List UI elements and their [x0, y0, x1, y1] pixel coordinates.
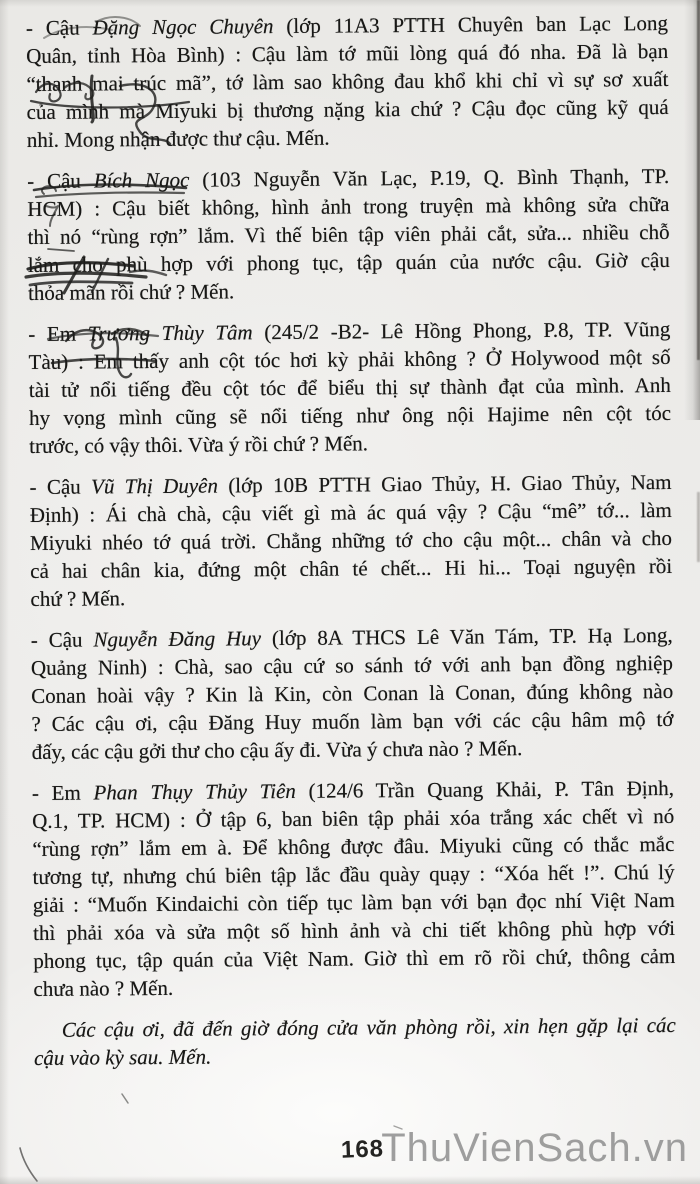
scan-shadow-left — [0, 0, 9, 1184]
text-line: - Cậu Nguyễn Đăng Huy (lớp 8A THCS Lê Văn Tám, TP. Hạ Long, — [30, 622, 673, 652]
letter-paragraph — [28, 315, 671, 460]
text-line: - Cậu Vũ Thị Duyên (lớp 10B PTTH Giao Thủy, H. Giao Thủy, Nam — [29, 469, 672, 500]
text-line: nhỉ. Mong nhận được thư cậu. Mến. — [26, 125, 330, 153]
text-line: thỏa mãn rồi chứ ? Mến. — [27, 279, 235, 306]
scan-shadow-right — [684, 0, 700, 420]
text-line: HCM) : Cậu biết không, hình ảnh trong truyện mà không sửa chữa — [27, 191, 670, 222]
text-line: - Em Phan Thụy Thủy Tiên (124/6 Trần Quang Khải, P. Tân Định, — [31, 775, 675, 805]
text-line: - Cậu Đặng Ngọc Chuyên (lớp 11A3 PTTH Chuyên ban Lạc Long — [25, 10, 669, 41]
scribble-stroke — [20, 1148, 37, 1181]
text-line: ? Các cậu ơi, cậu Đăng Huy muốn làm bạn với các cậu hâm mộ tớ — [31, 706, 674, 736]
letter-paragraph — [29, 468, 672, 613]
page-number: 168 — [340, 1135, 385, 1164]
text-line: tài tử nổi tiếng đều cột tóc để biểu thị sự thành đạt của mình. Anh — [28, 372, 671, 403]
text-line: - Cậu Bích Ngọc (103 Nguyễn Văn Lạc, P.19, Q. Bình Thạnh, TP. — [27, 163, 670, 194]
text-line: Miyuki nhéo tớ quá trời. Chẳng những tớ cho cậu một... chân và cho — [29, 525, 673, 555]
text-line: đấy, các cậu gởi thư cho cậu ấy đi. Vừa ý chưa nào ? Mến. — [31, 736, 523, 764]
text-line: “rùng rợn” lắm em à. Để không được đâu. Miyuki cũng có thắc mắc — [32, 831, 675, 861]
text-line: Tàu) : Em thấy anh cột tóc hơi kỳ phải không ? Ở Holywood một số — [28, 344, 671, 375]
text-line: Các cậu ơi, đã đến giờ đóng cửa văn phòng rồi, xin hẹn gặp lại các — [61, 1012, 676, 1042]
scan-shadow-top — [0, 0, 700, 7]
text-line: - Em Trương Thùy Tâm (245/2 -B2- Lê Hồng Phong, P.8, TP. Vũng — [28, 316, 671, 347]
letter-paragraph — [32, 774, 676, 1003]
text-line: giải : “Muốn Kindaichi còn tiếp tục làm bạn với bạn đọc nhí Việt Nam — [32, 887, 675, 917]
text-line: của mình mà Miyuki bị thương nặng kia chứ ? Cậu đọc cũng kỹ quá — [26, 94, 669, 125]
text-line: tương tự, nhưng chú biên tập lắc đầu quày quạy : “Xóa hết !”. Chú lý — [32, 859, 675, 889]
letter-paragraph — [31, 621, 674, 766]
text-line: Q.1, TP. HCM) : Ở tập 6, ban biên tập phải xóa trắng xác chết vì nó — [32, 803, 675, 833]
text-line: chưa nào ? Mến. — [33, 975, 174, 1001]
text-line: cậu vào kỳ sau. Mến. — [33, 1044, 212, 1070]
text-line: Định) : Ái chà chà, cậu viết gì mà ác quá vậy ? Cậu “mê” tớ... làm — [29, 497, 672, 528]
text-line: hy vọng mình cũng sẽ nổi tiếng như ông nội Hajime nên cột tóc — [28, 400, 672, 431]
text-line: Quân, tỉnh Hòa Bình) : Cậu làm tớ mũi lòng quá đó nha. Đã là bạn — [26, 38, 669, 69]
text-line: Quảng Ninh) : Chà, sao cậu cứ so sánh tớ với anh bạn đồng nghiệp — [30, 650, 674, 680]
text-line: phong tục, tập quán của Việt Nam. Giờ thì em rõ rồi chứ, thông cảm — [33, 943, 676, 973]
text-line: cả hai chân kia, đứng một chân té chết... Hi hi... Toại nguyện rồi — [30, 553, 673, 583]
scribble-stroke — [122, 1094, 128, 1103]
text-line: lắm cho phù hợp với phong tục, tập quán của nước cậu. Giờ cậu — [27, 247, 670, 278]
text-line: thì nó “rùng rợn” lắm. Vì thế biên tập viên phải cắt, sửa... nhiều chỗ — [27, 219, 670, 250]
text-line: “thanh mai trúc mã”, tớ làm sao không đau khổ khi chỉ vì sự sơ xuất — [26, 66, 669, 97]
letters-column — [26, 9, 676, 1072]
text-line: thì phải xóa và sửa một số hình ảnh và chi tiết không phù hợp với — [32, 915, 676, 945]
scan-shadow-bottom — [0, 1176, 700, 1184]
watermark-thuviensach: ThuVienSach.vn — [381, 1126, 688, 1170]
text-line: chứ ? Mến. — [30, 586, 126, 611]
letter-paragraph — [27, 162, 670, 307]
closing-paragraph — [34, 1011, 676, 1072]
text-line: Conan hoài vậy ? Kin là Kin, còn Conan là Conan, đúng không nào — [31, 678, 674, 708]
letter-paragraph — [26, 9, 669, 154]
text-line: trước, có vậy thôi. Vừa ý rồi chứ ? Mến. — [29, 431, 369, 459]
